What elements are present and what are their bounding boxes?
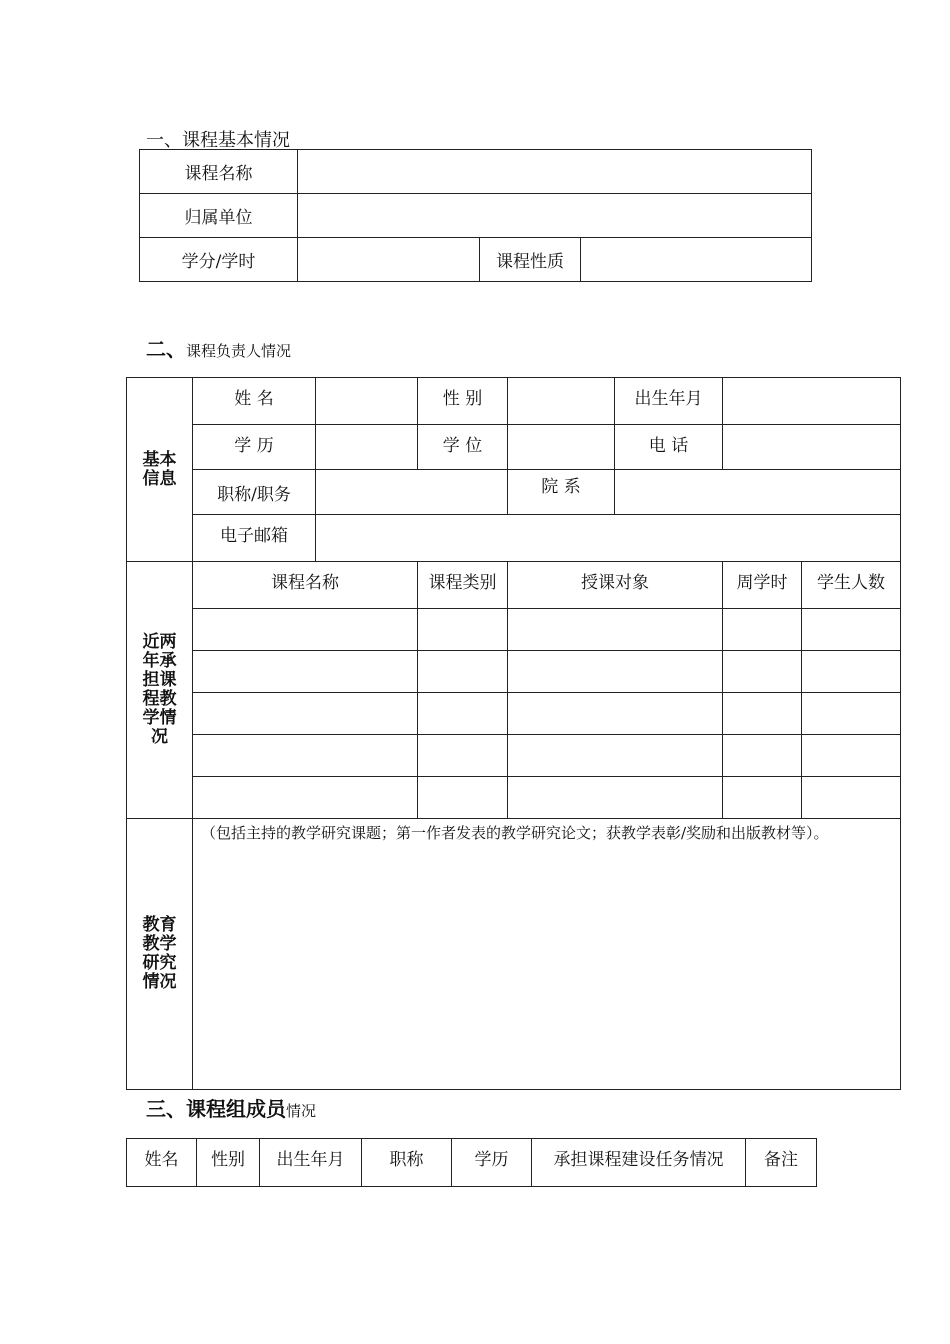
birth-label: 出生年月 (615, 378, 723, 425)
teaching-row (127, 609, 901, 651)
section3-heading-text: 情况 (286, 1102, 317, 1120)
unit-field[interactable] (298, 194, 812, 238)
email-label: 电子邮箱 (193, 515, 316, 562)
teaching-label: 近两 年承 担课 程教 学情 况 (127, 562, 193, 819)
members-header-gender: 性别 (197, 1139, 260, 1187)
name-field[interactable] (316, 378, 418, 425)
research-field[interactable] (193, 819, 901, 1090)
teaching-header-category: 课程类别 (418, 562, 508, 609)
gender-label: 性 别 (418, 378, 508, 425)
basic-info-label: 基本 信息 (127, 378, 193, 562)
members-header-edu: 学历 (452, 1139, 532, 1187)
teaching-row (127, 651, 901, 693)
unit-label: 归属单位 (140, 194, 298, 238)
edu-field[interactable] (316, 425, 418, 470)
members-header-name: 姓名 (127, 1139, 197, 1187)
teaching-header-course: 课程名称 (193, 562, 418, 609)
nature-label: 课程性质 (480, 238, 581, 282)
email-field[interactable] (316, 515, 901, 562)
nature-field[interactable] (581, 238, 812, 282)
section3-heading-bold: 三、课程组成员 (146, 1097, 286, 1121)
section2-heading-text: 课程负责人情况 (186, 342, 292, 360)
degree-label: 学 位 (418, 425, 508, 470)
leader-table (126, 377, 901, 1090)
research-label: 教育 教学 研究 情况 (127, 819, 193, 1090)
section1-heading: 一、课程基本情况 (146, 130, 290, 151)
title-label: 职称/职务 (193, 470, 316, 515)
dept-label: 院 系 (508, 470, 615, 515)
teaching-header-target: 授课对象 (508, 562, 723, 609)
section2-heading-number: 二、 (146, 337, 186, 361)
section3-heading (146, 1093, 316, 1122)
title-field[interactable] (316, 470, 508, 515)
birth-field[interactable] (723, 378, 901, 425)
dept-field[interactable] (615, 470, 901, 515)
teaching-row (127, 735, 901, 777)
research-note: （包括主持的教学研究课题；第一作者发表的教学研究论文；获教学表彰/奖励和出版教材等）。 (201, 824, 829, 842)
members-header-note: 备注 (746, 1139, 817, 1187)
course-basic-table (139, 149, 812, 282)
edu-label: 学 历 (193, 425, 316, 470)
teaching-header-hours: 周学时 (723, 562, 802, 609)
members-header-title: 职称 (362, 1139, 452, 1187)
credit-field[interactable] (298, 238, 480, 282)
members-table (126, 1138, 817, 1187)
course-name-label: 课程名称 (140, 150, 298, 194)
teaching-row (127, 693, 901, 735)
phone-field[interactable] (723, 425, 901, 470)
course-name-field[interactable] (298, 150, 812, 194)
credit-label: 学分/学时 (140, 238, 298, 282)
phone-label: 电 话 (615, 425, 723, 470)
teaching-row (127, 777, 901, 819)
teaching-header-students: 学生人数 (802, 562, 901, 609)
gender-field[interactable] (508, 378, 615, 425)
name-label: 姓 名 (193, 378, 316, 425)
members-header-birth: 出生年月 (260, 1139, 362, 1187)
members-header-task: 承担课程建设任务情况 (532, 1139, 746, 1187)
section2-heading (146, 333, 291, 362)
degree-field[interactable] (508, 425, 615, 470)
